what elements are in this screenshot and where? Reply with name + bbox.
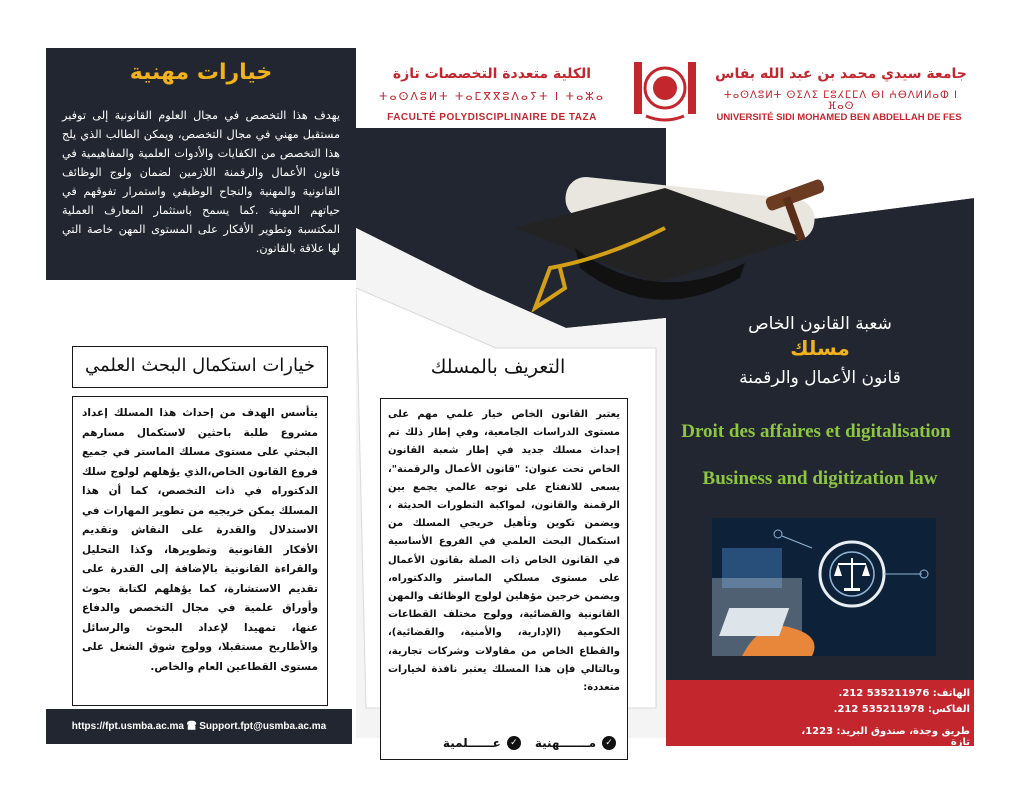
university-fr-name: UNIVERSITÉ SIDI MOHAMED BEN ABDELLAH DE FES <box>716 112 962 123</box>
university-logo <box>628 54 702 126</box>
contact-address: طريق وجدة، صندوق البريد: 1223، تازة <box>801 726 970 748</box>
department-title: شعبة القانون الخاص <box>748 314 892 334</box>
check-icon: ✓ <box>507 736 521 750</box>
option-label: عــــــلمية <box>442 736 501 750</box>
footer-links <box>46 709 352 744</box>
faculty-tifinagh: ⵜⴰⵙⴷⵓⵍⵜ ⵜⴰⵎⴳⴳⵓⴷⴰⵢⵜ ⵏ ⵜⴰⵣⴰ <box>379 90 605 103</box>
contact-phone: الهاتف: 535211976 212. <box>838 688 970 699</box>
university-tifinagh: ⵜⴰⵙⴷⵓⵍⵜ ⵙⵉⴷⵉ ⵎⵓⵃⵎⵎⴷ ⴱⵏ ⵄⴱⴷⵍⵍⴰⵀ ⵏ ⴼⴰⵙ <box>724 90 958 112</box>
check-icon: ✓ <box>602 736 616 750</box>
option-label: مـــــــهنية <box>534 736 596 750</box>
digital-law-illustration <box>712 518 936 656</box>
definition-options <box>380 736 616 750</box>
program-name-en: Business and digitization law <box>702 468 938 489</box>
program-name-ar: قانون الأعمال والرقمنة <box>739 368 901 388</box>
research-title: خيارات استكمال البحث العلمي <box>84 355 316 376</box>
program-name-fr: Droit des affaires et digitalisation <box>681 421 951 442</box>
career-text: يهدف هذا التخصص في مجال العلوم القانونية إلى توفير مستقبل مهني في مجال التخصص، ويمكن الطالب الذي يلج هذا التخصص من الكفايات والأدوات العلمية والمفاهيمية في قانون الأعمال والرقمنة اللازمين لضمان ولوج الوظائف القانونية والمهنية والنجاح الوظيفي واستمرار تفوقهم في حياتهم المهنية .كما يسمح باستثمار المعارف العملية المكتسبة وتطوير الأفكار على المستوى المهن خاصة التي لها علاقة بالقانون. <box>62 109 340 255</box>
research-text: يتأسس الهدف من إحداث هذا المسلك إعداد مشروع طلبة باحثين لاستكمال مسارهم البحثي على مستوى مسلك الماستر في جميع فروع القانون الخاص،الذي يؤهلهم لولوج سلك الدكتوراه في ذات التخصص، كما أن هذا المسلك يمكن خريجيه من تطوير المهارات في الاستدلال والقدرة على النقاش وتقديم الأفكار القانونية وتطويرها، وكذا التحليل والقراءة القانونية بالإضافة إلى القدرة على تقديم الاستشارة، كما يؤهلهم لكتابة بحوث وأوراق علمية في مجال التخصص والدفاع عنها، تمهيدا لإعداد البحوث والرسائل والأطاريح مستقبلا، وولوج شوق الشغل على مستوى القطاعين العام والخاص. <box>82 407 318 673</box>
definition-title: التعريف بالمسلك <box>430 356 566 378</box>
career-title: خيارات مهنية <box>129 60 273 85</box>
graduation-cap-illustration <box>505 168 835 323</box>
website-email[interactable]: https://fpt.usmba.ac.ma 🖀 Support.fpt@usmba.ac.ma <box>71 721 327 732</box>
university-ar-name: جامعة سيدي محمد بن عبد الله بفاس <box>715 66 967 82</box>
contact-fax: الفاكس: 535211978 212. <box>833 704 970 715</box>
definition-text: يعتبر القانون الخاص خيار علمي مهم على مستوى الدراسات الجامعية، وفي إطار ذلك تم إحداث مسلك جديد في إطار شعبة القانون الخاص تحت عنوان: "قانون الأعمال والرقمنة"، يسعى للانفتاح على توجه عالمي يجمع بين الرقمنة والقانون، لمواكبة التطورات الحديثة ، ويضمن تكوين وتأهيل خريجي المسلك من استكمال البحث العلمي في الفروع الأساسية في القانون الخاص ذات الصلة بقانون الأعمال على مستوى مسلكي الماستر والدكتوراه، ويضمن خرجين مؤهلين لولوج الوظائف والمهن القانونية والقضائية، وولوج مختلف القطاعات الحكومية (الإدارية، والأمنية، والقضائية)، والقطاع الخاص من مقاولات وشركات تجارية، وبالتالي فإن هذا المسلك يعتبر نافذة لخيارات متعددة: <box>388 409 620 694</box>
program-label: مسلك <box>790 336 850 360</box>
option-professional <box>535 736 616 750</box>
faculty-fr-name: FACULTÉ POLYDISCIPLINAIRE DE TAZA <box>387 112 597 123</box>
option-scientific <box>443 736 521 750</box>
faculty-ar-name: الكلية متعددة التخصصات تازة <box>392 66 592 82</box>
header-logos <box>360 52 972 128</box>
